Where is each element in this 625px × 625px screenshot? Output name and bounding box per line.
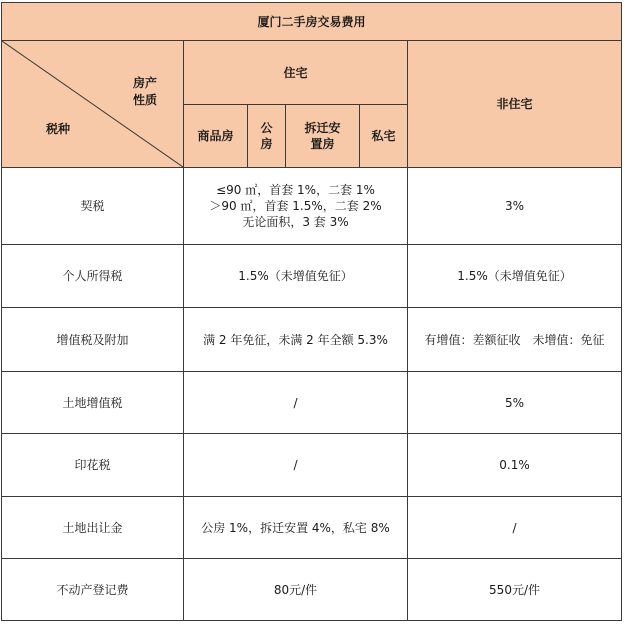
property-type-label: 房产 性质 [132,76,157,107]
table-title: 厦门二手房交易费用 [2,3,622,41]
fee-table [1,2,622,621]
table-row [2,434,622,497]
tax-name: 不动产登记费 [2,559,184,621]
table-row [2,168,622,245]
tax-type-label: 税种 [46,122,71,136]
tax-name: 土地增值税 [2,372,184,434]
table-row [2,245,622,308]
tax-name: 个人所得税 [2,245,184,308]
sub-header-private: 私宅 [360,105,408,168]
residential-value: 满 2 年免征，未满 2 年全额 5.3% [184,308,408,372]
residential-value: 公房 1%，拆迁安置 4%，私宅 8% [184,497,408,559]
non-residential-value: 550元/件 [408,559,622,621]
non-residential-value: / [408,497,622,559]
non-residential-value: 3% [408,168,622,245]
non-residential-value: 1.5%（未增值免征） [408,245,622,308]
non-residential-header: 非住宅 [408,41,622,168]
non-residential-value: 0.1% [408,434,622,497]
tax-name: 增值税及附加 [2,308,184,372]
tax-name: 契税 [2,168,184,245]
tax-name: 印花税 [2,434,184,497]
sub-header-public: 公 房 [248,105,286,168]
residential-value: / [184,434,408,497]
residential-value: 1.5%（未增值免征） [184,245,408,308]
table-row [2,559,622,621]
non-residential-value: 有增值：差额征收 未增值：免征 [408,308,622,372]
corner-header [2,41,184,168]
residential-value: / [184,372,408,434]
table-row [2,372,622,434]
non-residential-value: 5% [408,372,622,434]
table-row [2,497,622,559]
residential-value: ≤90 ㎡，首套 1%，二套 1% ＞90 ㎡，首套 1.5%，二套 2% 无论面积，3 套 3% [184,168,408,245]
residential-value: 80元/件 [184,559,408,621]
sub-header-commercial: 商品房 [184,105,248,168]
tax-name: 土地出让金 [2,497,184,559]
table-row [2,308,622,372]
residential-header: 住宅 [184,41,408,105]
sub-header-resettlement: 拆迁安 置房 [286,105,360,168]
